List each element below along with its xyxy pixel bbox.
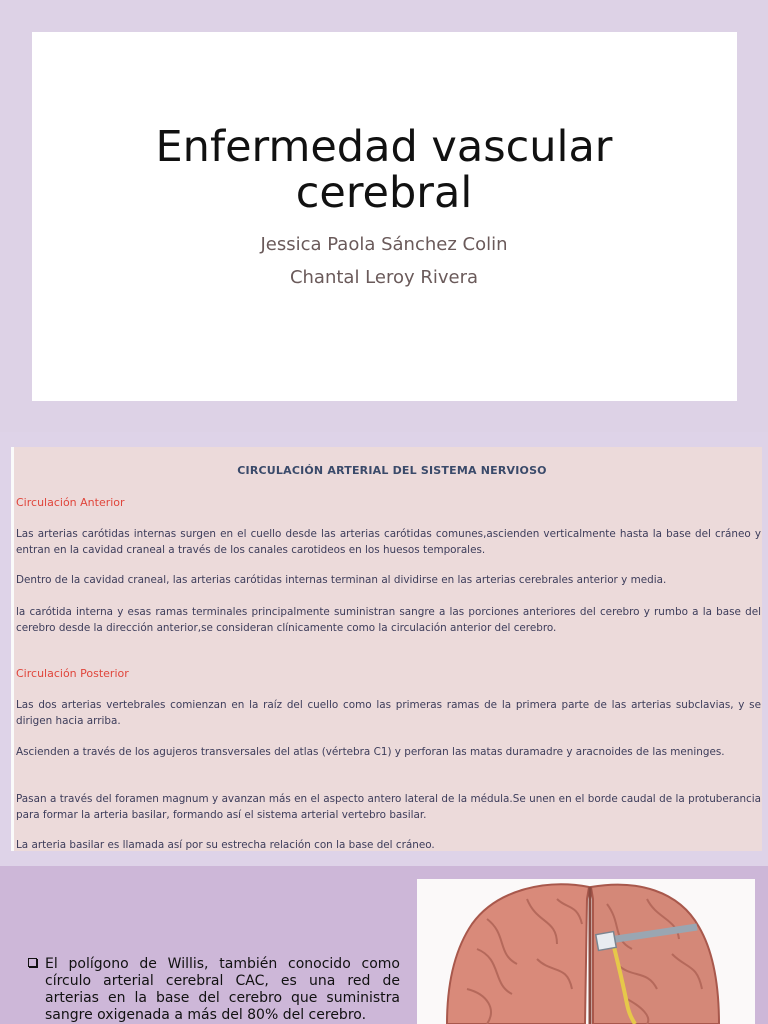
circulation-heading: CIRCULACIÓN ARTERIAL DEL SISTEMA NERVIOSO bbox=[237, 464, 547, 477]
anterior-paragraph: Las arterias carótidas internas surgen en el cuello desde las arterias carótidas comunes,ascienden verticalmente hasta la base del cráneo y entran en la cavidad craneal a través de los canales carotideos en los huesos temporales. bbox=[16, 528, 761, 556]
circulation-slide bbox=[0, 432, 768, 866]
section-title-anterior: Circulación Anterior bbox=[16, 496, 125, 509]
title-line-1: Enfermedad vascular bbox=[155, 122, 613, 172]
posterior-paragraph: Ascienden a través de los agujeros transversales del atlas (vértebra C1) y perforan las matas duramadre y aracnoides de las meninges. bbox=[16, 746, 725, 758]
posterior-paragraph: Las dos arterias vertebrales comienzan en la raíz del cuello como las primeras ramas de la primera parte de las arterias subclavias, y se dirigen hacia arriba. bbox=[16, 699, 761, 727]
circulation-panel bbox=[11, 447, 762, 851]
bullet-text: El polígono de Willis, también conocido como círculo arterial cerebral CAC, es una red de arterias en la base del cerebro que suministra sangre oxigenada a más del 80% del cerebro. bbox=[45, 956, 400, 1023]
author-1: Jessica Paola Sánchez Colin bbox=[260, 234, 508, 255]
checkbox-bullet-icon bbox=[28, 958, 37, 967]
anterior-paragraph: Dentro de la cavidad craneal, las arterias carótidas internas terminan al dividirse en las arterias cerebrales anterior y media. bbox=[16, 574, 667, 586]
section-title-posterior: Circulación Posterior bbox=[16, 667, 129, 680]
willis-slide bbox=[0, 866, 768, 1024]
title-line-2: cerebral bbox=[295, 168, 473, 218]
author-2: Chantal Leroy Rivera bbox=[289, 267, 479, 288]
anterior-paragraph: la carótida interna y esas ramas terminales principalmente suministran sangre a las porciones anteriores del cerebro y rumbo a la base del cerebro desde la dirección anterior,se consideran clínicamente como la circulación anterior del cerebro. bbox=[16, 606, 761, 634]
posterior-paragraph: La arteria basilar es llamada así por su estrecha relación con la base del cráneo. bbox=[16, 839, 435, 851]
bullet-point bbox=[28, 956, 400, 1024]
brain-image bbox=[417, 879, 755, 1024]
brain-illustration bbox=[417, 879, 755, 1024]
presentation-title bbox=[0, 124, 768, 216]
title-slide bbox=[0, 0, 768, 432]
posterior-paragraph: Pasan a través del foramen magnum y avanzan más en el aspecto antero lateral de la médula.Se unen en el borde caudal de la protuberancia para formar la arteria basilar, formando así el sistema arterial vertebro basilar. bbox=[16, 793, 761, 821]
